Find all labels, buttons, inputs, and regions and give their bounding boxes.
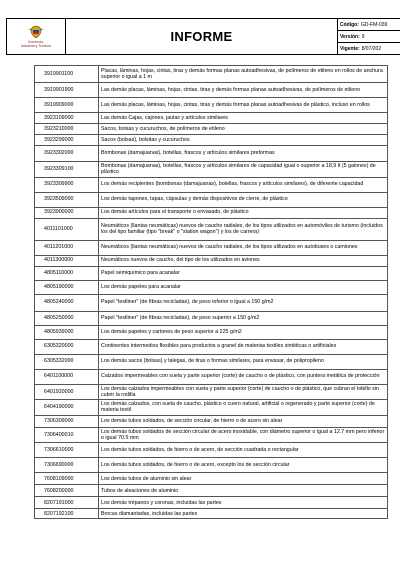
tariff-code-cell: 7608200000 <box>35 485 99 497</box>
description-cell: Los demás recipientes (bombonas (damajuanas), botellas, frascos y artículos similares), de diferente capacidad <box>99 177 388 192</box>
table-row <box>35 177 388 192</box>
table-row <box>35 458 388 473</box>
tariff-code-cell: 8207192100 <box>35 509 99 519</box>
tariff-code-cell: 7306610000 <box>35 443 99 458</box>
coat-of-arms-icon <box>27 25 45 39</box>
tariff-code-cell: 4805240000 <box>35 294 99 311</box>
meta-valid: Vigente: 8/07/202 <box>340 45 382 52</box>
description-cell: Papel "testliner" (de fibras recicladas), de peso inferior o igual a 150 g/m2 <box>99 294 388 311</box>
description-cell: Sacos, bolsas y cucuruchos, de polímeros de etileno <box>99 124 388 135</box>
meta-version: Versión: 9 <box>338 31 400 43</box>
tariff-code-cell: 4805110000 <box>35 266 99 280</box>
logo-text-line: Industria y Turismo <box>20 44 52 48</box>
table-row <box>35 192 388 207</box>
description-cell: Brocas diamantadas, incluidas las partes <box>99 509 388 519</box>
table-row <box>35 339 388 354</box>
table-row <box>35 240 388 255</box>
tariff-code-cell: 3923509000 <box>35 192 99 207</box>
table-row <box>35 124 388 135</box>
table-row <box>35 98 388 113</box>
description-cell: Calzados impermeables con suela y parte superior (corte) de caucho o de plástico, con puntera metálica de protección <box>99 369 388 384</box>
description-cell: Las demás placas, láminas, hojas, cintas, tiras y demás formas planas autoadhesivas de plástico, incluso en rollos <box>99 98 388 113</box>
description-cell: Los demás calzados impermeables con suela y parte superior (corte) de caucho o de plástico, que cubran el tobillo sin cubrir la rodilla <box>99 384 388 400</box>
table-row <box>35 415 388 427</box>
table-row <box>35 218 388 240</box>
table-row <box>35 354 388 369</box>
description-cell: Neumáticos nuevos de caucho, del tipo de los utilizados en aviones <box>99 255 388 266</box>
table-row <box>35 266 388 280</box>
description-cell: Continentes intermedios flexibles para productos a granel de materias textiles sintéticas o artificiales <box>99 339 388 354</box>
description-cell: Los demás tapones, tapas, cápsulas y demás dispositivos de cierre, de plástico <box>99 192 388 207</box>
table-row <box>35 325 388 339</box>
description-cell: Los demás calzados, con suela de caucho, plástico o cuero natural, artificial o regenerado y parte superior (corte) de materia textil <box>99 400 388 416</box>
description-cell: Los demás tubos soldados, de hierro o de acero, excepto los de sección circular <box>99 458 388 473</box>
table-row <box>35 255 388 266</box>
tariff-code-cell: 7306309000 <box>35 415 99 427</box>
table-row <box>35 311 388 325</box>
table-row <box>35 162 388 178</box>
table-row <box>35 427 388 443</box>
table-row <box>35 207 388 218</box>
tariff-code-cell: 7608109000 <box>35 473 99 485</box>
tariff-code-cell: 4805190000 <box>35 280 99 294</box>
table-row <box>35 113 388 124</box>
tariff-code-cell: 3923299000 <box>35 135 99 146</box>
description-cell: Los demás artículos para el transporte o envasado, de plástico <box>99 207 388 218</box>
table-row <box>35 135 388 146</box>
description-cell: Los demás tubos de aluminio sin alear <box>99 473 388 485</box>
table-row <box>35 384 388 400</box>
tariff-code-cell: 3919901100 <box>35 66 99 83</box>
tariff-code-cell: 4011300000 <box>35 255 99 266</box>
table-row <box>35 485 388 497</box>
description-cell: Tubos de aleaciones de aluminio <box>99 485 388 497</box>
table-row <box>35 280 388 294</box>
description-cell: Los demás sacos (bolsas) y talegas, de tiras o formas similares, para envasar, de polipropileno <box>99 354 388 369</box>
description-cell: Las demás Cajas, cajones, jaulas y artículos similares <box>99 113 388 124</box>
tariff-code-cell: 6305332000 <box>35 354 99 369</box>
tariff-code-cell: 4805250000 <box>35 311 99 325</box>
tariff-code-cell: 4011201000 <box>35 240 99 255</box>
tariff-code-cell: 7306400010 <box>35 427 99 443</box>
description-cell: Papel "testliner" (de fibras recicladas), de peso superior a 150 g/m2 <box>99 311 388 325</box>
description-cell: Los demás papeles para acanalar <box>99 280 388 294</box>
description-cell: Los demás papeles y cartones de peso superior a 225 g/m2 <box>99 325 388 339</box>
description-cell: Placas, láminas, hojas, cintas, tiras y demás formas planas autoadhesivas, de polímeros de etileno en rollos de anchura superior o igual a 1 m <box>99 66 388 83</box>
tariff-code-cell: 7306690000 <box>35 458 99 473</box>
table-row <box>35 66 388 83</box>
ministry-logo <box>7 19 66 54</box>
tariff-code-cell: 3919909000 <box>35 98 99 113</box>
tariff-code-cell: 3923900000 <box>35 207 99 218</box>
tariff-code-cell: 3923309100 <box>35 162 99 178</box>
logo-text-line: Comercio, <box>27 39 45 44</box>
table-row <box>35 400 388 416</box>
tariff-table <box>34 65 388 519</box>
description-cell: Los demás tubos soldados de sección circular de acero inoxidable, con diámetro superior o igual a 12.7 mm pero inferior o igual 70.5 mm <box>99 427 388 443</box>
description-cell: Neumáticos (llantas neumáticas) nuevos de caucho radiales, de los tipos utilizados en automóviles de turismo (incluidos los del tipo familiar (tipo "break" o "station wagon") y los de carrera) <box>99 218 388 240</box>
tariff-code-cell: 3923309900 <box>35 177 99 192</box>
tariff-code-cell: 4805939000 <box>35 325 99 339</box>
tariff-code-cell: 8207191000 <box>35 497 99 509</box>
table-row <box>35 294 388 311</box>
description-cell: Bombonas (damajuanas), botellas, frascos y artículos similares de capacidad igual o superior a 18,9 lt (5 galones) de plástico <box>99 162 388 178</box>
table-row <box>35 369 388 384</box>
tariff-code-cell: 3919901900 <box>35 83 99 98</box>
document-meta <box>338 19 400 54</box>
description-cell: Los demás trépanos y coronas, incluidas las partes <box>99 497 388 509</box>
tariff-code-cell: 6305320000 <box>35 339 99 354</box>
description-cell: Los demás tubos soldados, de sección circular, de hierro o de acero sin alear <box>99 415 388 427</box>
tariff-code-cell: 6404190000 <box>35 400 99 416</box>
tariff-code-cell: 6401100000 <box>35 369 99 384</box>
description-cell: Sacos (bolsas), bolsitas y cucuruchos <box>99 135 388 146</box>
tariff-code-cell: 3923302000 <box>35 146 99 162</box>
table-row <box>35 443 388 458</box>
document-header <box>6 18 400 55</box>
tariff-code-cell: 3923210000 <box>35 124 99 135</box>
description-cell: Las demás placas, láminas, hojas, cintas, tiras y demás formas planas autoadhesivas, de polímeros de etileno <box>99 83 388 98</box>
description-cell: Los demás tubos soldados, de hierro o de acero, de sección cuadrada o rectangular <box>99 443 388 458</box>
tariff-code-cell: 3923109000 <box>35 113 99 124</box>
table-row <box>35 497 388 509</box>
tariff-code-cell: 4011101000 <box>35 218 99 240</box>
tariff-code-cell: 6401920000 <box>35 384 99 400</box>
meta-code: Código: GD-FM-039 <box>338 19 400 31</box>
table-row <box>35 473 388 485</box>
table-row <box>35 83 388 98</box>
table-row <box>35 509 388 519</box>
description-cell: Neumáticos (llantas neumáticas) nuevos de caucho radiales, de los tipos utilizados en autobuses o camiones <box>99 240 388 255</box>
document-title: INFORME <box>66 19 338 54</box>
description-cell: Papel semiquímico para acanalar <box>99 266 388 280</box>
table-row <box>35 146 388 162</box>
description-cell: Bombonas (damajuanas), botellas, frascos y artículos similares preformas <box>99 146 388 162</box>
